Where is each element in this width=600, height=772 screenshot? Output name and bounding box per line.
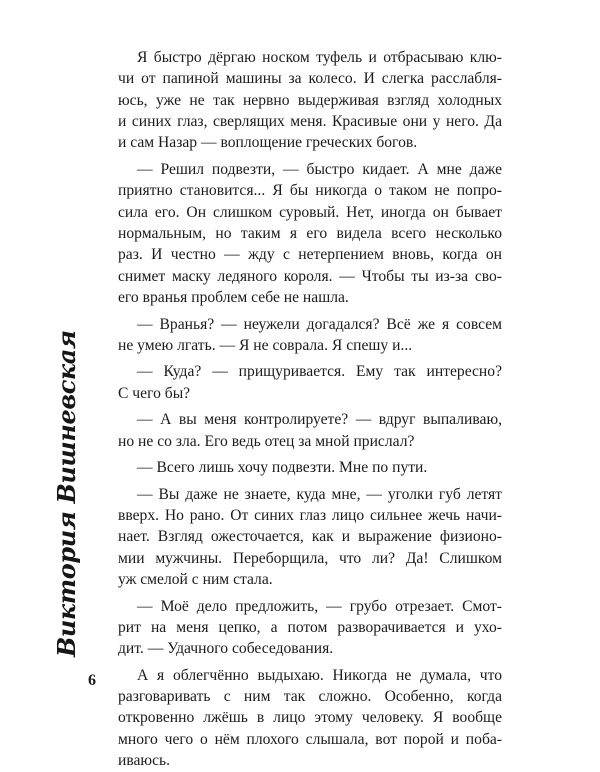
page-number: 6 <box>88 672 96 689</box>
text-line: — Решил подвезти, — быстро кидает. А мне даже <box>137 160 502 178</box>
text-line: нает. Взгляд ожесточается, как и выражение физионо- <box>118 528 502 546</box>
paragraph <box>118 47 502 154</box>
text-line: много чего о нём плохого слышала, вот порой и поба- <box>118 730 502 748</box>
body-text <box>118 47 502 772</box>
text-line: — Куда? — прищуривается. Ему так интересно? <box>137 363 502 381</box>
text-line: и сам Назар — воплощение греческих богов. <box>118 134 418 152</box>
author-signature: Виктория Вишневская <box>52 330 81 657</box>
text-line: дит. — Удачного собеседования. <box>118 640 334 658</box>
text-line: С чего бы? <box>118 384 191 402</box>
text-line: сила его. Он слишком суровый. Нет, иногда он бывает <box>118 203 502 221</box>
paragraph <box>118 484 502 591</box>
text-line: приятно становится... Я бы никогда о таком не попро- <box>118 182 502 200</box>
text-line: иваюсь. <box>118 752 171 770</box>
author-signature-area <box>52 330 142 680</box>
text-line: — Вы даже не знаете, куда мне, — уголки губ летят <box>137 485 502 503</box>
text-line: его вранья проблем себе не нашла. <box>118 288 349 306</box>
text-line: раз. И честно — жду с нетерпением вновь, когда он <box>118 246 502 264</box>
text-line: снимет маску ледяного короля. — Чтобы ты из-за сво- <box>118 267 502 285</box>
text-line: А я облегчённо выдыхаю. Никогда не думала, что <box>137 666 502 684</box>
text-line: — А вы меня контролируете? — вдруг выпаливаю, <box>137 411 502 429</box>
text-line: мии мужчины. Переборщила, что ли? Да! Слишком <box>118 549 502 567</box>
text-line: — Моё дело предложить, — грубо отрезает. Смот- <box>137 597 502 615</box>
paragraph <box>118 457 502 478</box>
text-line: — Вранья? — неужели догадался? Всё же я совсем <box>137 315 502 333</box>
text-line: не умею лгать. — Я не соврала. Я спешу и... <box>118 336 413 354</box>
paragraph <box>118 409 502 452</box>
text-line: но не со зла. Его ведь отец за мной прислал? <box>118 432 415 450</box>
text-line: — Всего лишь хочу подвезти. Мне по пути. <box>137 459 428 477</box>
text-line: нормальным, но таким я его видела всего несколько <box>118 224 502 242</box>
text-line: откровенно лжёшь в лицо этому человеку. Я вообще <box>118 709 502 727</box>
text-line: рит на меня цепко, а потом разворачивается и ухо- <box>118 618 502 636</box>
text-line: и синих глаз, сверлящих меня. Красивые они у него. Да <box>118 113 502 131</box>
paragraph <box>118 159 502 308</box>
text-line: юсь, уже не так нервно выдерживая взгляд холодных <box>118 91 502 109</box>
text-line: чи от папиной машины за колесо. И слегка расслабля- <box>118 70 502 88</box>
text-line: Я быстро дёргаю носком туфель и отбрасываю клю- <box>137 49 502 66</box>
paragraph <box>118 665 502 772</box>
paragraph <box>118 314 502 357</box>
paragraph <box>118 596 502 660</box>
text-line: уж смелой с ним стала. <box>118 571 273 589</box>
text-line: разговаривать с ним так сложно. Особенно, когда <box>118 688 502 706</box>
paragraph <box>118 361 502 404</box>
text-line: вверх. Но рано. От синих глаз лицо сильнее жечь начи- <box>118 507 502 524</box>
